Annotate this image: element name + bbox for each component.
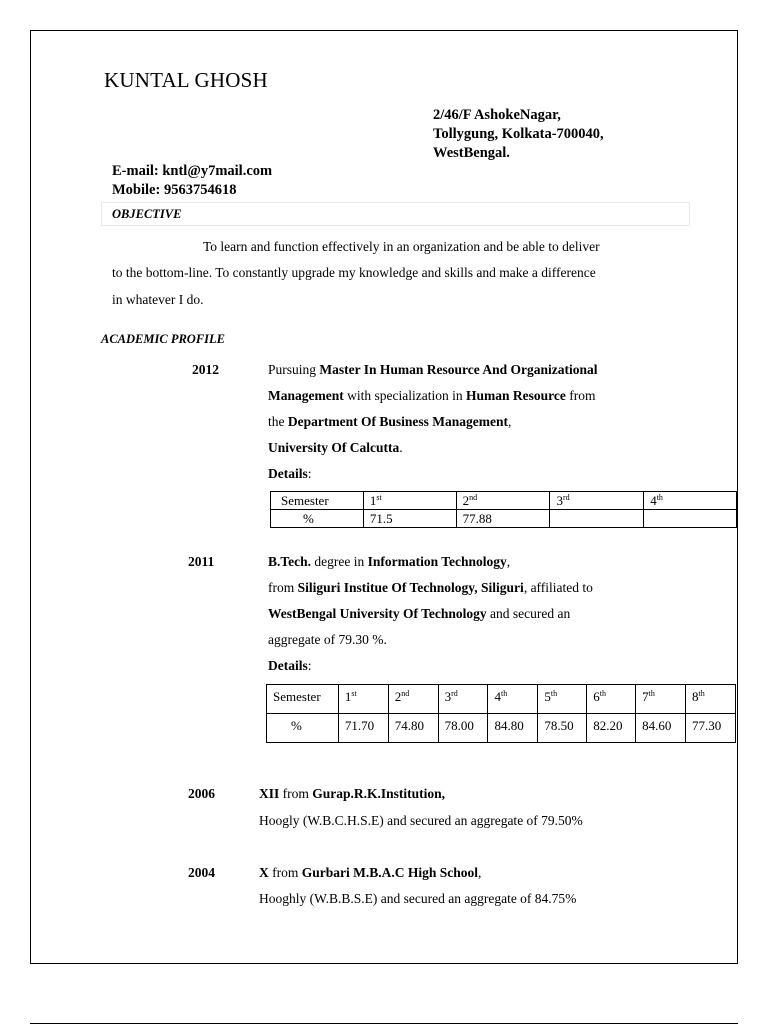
table-cell: 3rd	[550, 492, 644, 510]
table-row	[267, 685, 736, 714]
table-cell: 84.60	[636, 714, 686, 743]
table-cell: 71.70	[338, 714, 388, 743]
entry-2004-line-1: X from Gurbari M.B.A.C High School,	[259, 865, 482, 880]
objective-line-3: in whatever I do.	[112, 292, 204, 307]
table-row	[271, 492, 737, 510]
table-cell: 7th	[636, 685, 686, 714]
entry-2012-details-label: Details:	[268, 466, 312, 481]
entry-2011-line-4: aggregate of 79.30 %.	[268, 632, 387, 647]
semester-table-2012	[270, 491, 737, 528]
address-line-1: 2/46/F AshokeNagar,	[433, 107, 561, 123]
entry-2011-line-2: from Siliguri Institue Of Technology, Siliguri, affiliated to	[268, 580, 593, 595]
entry-2012-line-2: Management with specialization in Human Resource from	[268, 388, 596, 403]
year-2004: 2004	[188, 865, 215, 880]
table-row	[267, 714, 736, 743]
year-2011: 2011	[188, 554, 215, 569]
semester-table-2011	[266, 684, 736, 743]
table-cell: 77.30	[686, 714, 736, 743]
table-cell: 6th	[587, 685, 636, 714]
table-cell: 1st	[363, 492, 456, 510]
table-cell: 84.80	[488, 714, 538, 743]
entry-2011-line-3: WestBengal University Of Technology and secured an	[268, 606, 571, 621]
objective-line-2: to the bottom-line. To constantly upgrade my knowledge and skills and make a difference	[112, 265, 596, 280]
objective-line-1: To learn and function effectively in an organization and be able to deliver	[203, 239, 600, 254]
year-2006: 2006	[188, 786, 215, 801]
table-cell: 78.50	[538, 714, 587, 743]
table-row	[271, 510, 737, 528]
entry-2012-line-3: the Department Of Business Management,	[268, 414, 512, 429]
email: E-mail: kntl@y7mail.com	[112, 163, 273, 179]
table-cell: 74.80	[388, 714, 438, 743]
entry-2011-details-label: Details:	[268, 658, 312, 673]
table-cell: Semester	[267, 685, 339, 714]
table-cell: 1st	[338, 685, 388, 714]
table-cell: 78.00	[438, 714, 488, 743]
table-cell	[644, 510, 737, 528]
table-cell: 4th	[644, 492, 737, 510]
address-line-3: WestBengal.	[433, 145, 510, 161]
table-cell: 2nd	[456, 492, 550, 510]
mobile: Mobile: 9563754618	[112, 182, 237, 198]
table-cell: 8th	[686, 685, 736, 714]
candidate-name: KUNTAL GHOSH	[104, 68, 268, 92]
address-line-2: Tollygung, Kolkata-700040,	[433, 126, 604, 142]
table-cell: 2nd	[388, 685, 438, 714]
table-cell: %	[267, 714, 339, 743]
table-cell: 77.88	[456, 510, 550, 528]
table-cell: 3rd	[438, 685, 488, 714]
objective-heading-box	[101, 202, 690, 226]
entry-2012-line-1: Pursuing Master In Human Resource And Organizational	[268, 362, 598, 377]
year-2012: 2012	[192, 362, 219, 377]
table-cell: 5th	[538, 685, 587, 714]
objective-heading: OBJECTIVE	[112, 207, 182, 221]
entry-2012-line-4: University Of Calcutta.	[268, 440, 403, 455]
table-cell: 4th	[488, 685, 538, 714]
entry-2011-line-1: B.Tech. degree in Information Technology,	[268, 554, 511, 569]
table-cell: 71.5	[363, 510, 456, 528]
entry-2006-line-2: Hoogly (W.B.C.H.S.E) and secured an aggregate of 79.50%	[259, 813, 583, 828]
entry-2004-line-2: Hooghly (W.B.B.S.E) and secured an aggregate of 84.75%	[259, 891, 577, 906]
entry-2006-line-1: XII from Gurap.R.K.Institution,	[259, 786, 446, 801]
table-cell: 82.20	[587, 714, 636, 743]
table-cell: Semester	[271, 492, 364, 510]
academic-heading: ACADEMIC PROFILE	[101, 332, 225, 346]
table-cell: %	[271, 510, 364, 528]
table-cell	[550, 510, 644, 528]
